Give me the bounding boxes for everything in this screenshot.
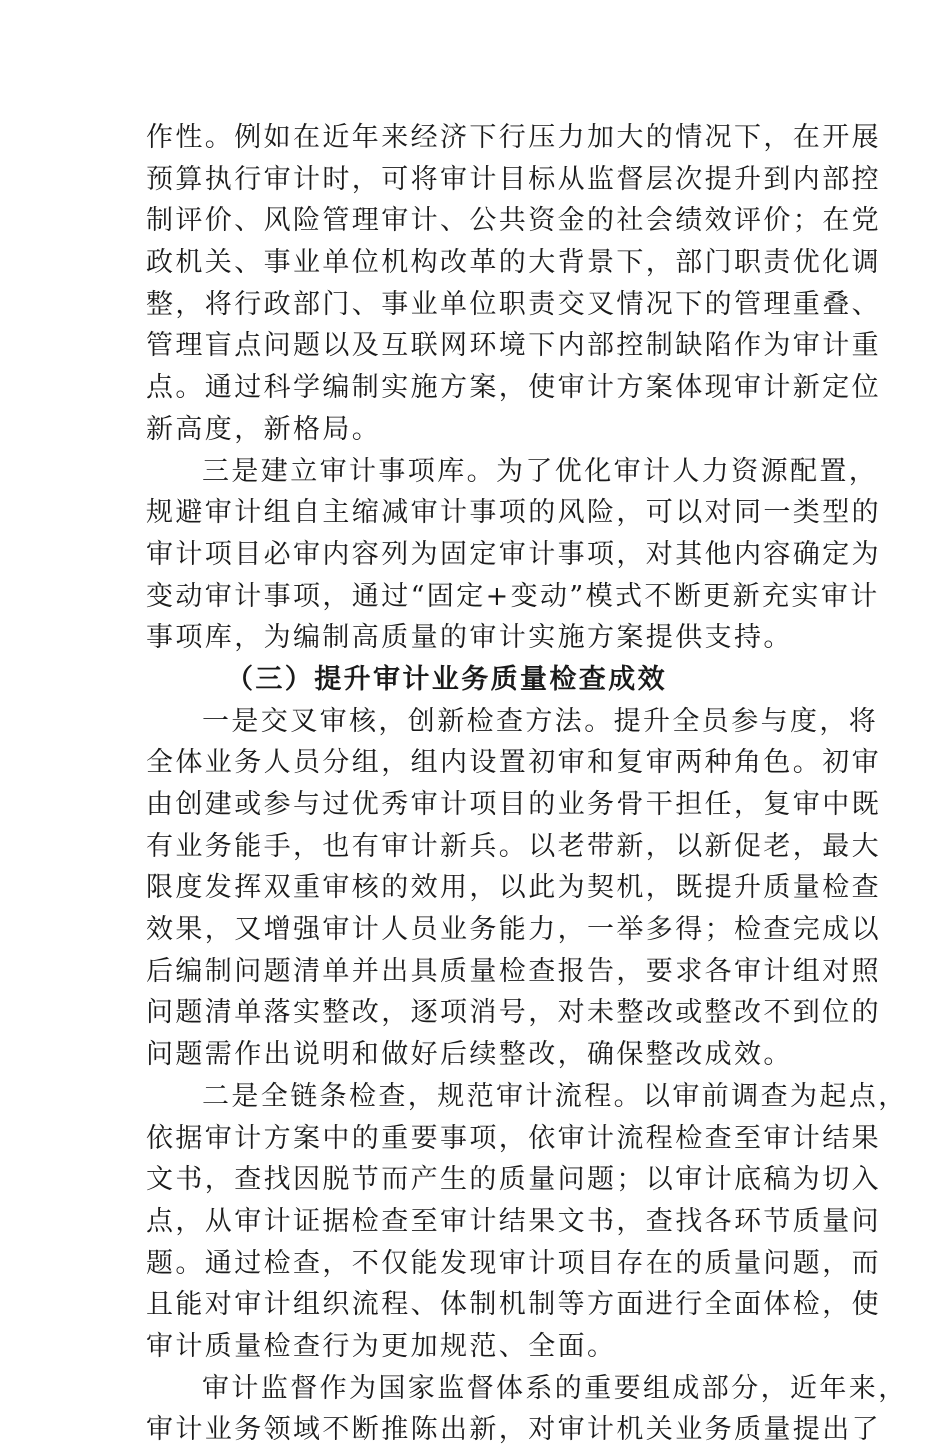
section-heading: （三）提升审计业务质量检查成效 [226, 663, 667, 695]
body-line: 审计业务领域不断推陈出新，对审计机关业务质量提出了 [146, 1414, 881, 1446]
body-line: 问题清单落实整改，逐项消号，对未整改或整改不到位的 [146, 997, 881, 1029]
paragraph-start-line: 三是建立审计事项库。为了优化审计人力资源配置， [202, 455, 879, 487]
body-line: 审计质量检查行为更加规范、全面。 [146, 1330, 617, 1362]
body-line: 全体业务人员分组，组内设置初审和复审两种角色。初审 [146, 747, 881, 779]
body-line: 后编制问题清单并出具质量检查报告，要求各审计组对照 [146, 955, 881, 987]
body-line: 点，从审计证据检查至审计结果文书，查找各环节质量问 [146, 1205, 881, 1237]
paragraph-start-line: 二是全链条检查，规范审计流程。以审前调查为起点， [202, 1080, 908, 1112]
body-line: 规避审计组自主缩减审计事项的风险，可以对同一类型的 [146, 497, 881, 529]
body-line: 变动审计事项，通过“固定+变动”模式不断更新充实审计 [146, 580, 880, 612]
body-line: 且能对审计组织流程、体制机制等方面进行全面体检，使 [146, 1289, 881, 1321]
body-line: 文书，查找因脱节而产生的质量问题；以审计底稿为切入 [146, 1164, 881, 1196]
body-line: 预算执行审计时，可将审计目标从监督层次提升到内部控 [146, 163, 881, 195]
body-line: 由创建或参与过优秀审计项目的业务骨干担任，复审中既 [146, 789, 881, 820]
body-line: 题。通过检查，不仅能发现审计项目存在的质量问题，而 [146, 1247, 881, 1279]
body-line: 政机关、事业单位机构改革的大背景下，部门职责优化调 [146, 247, 881, 279]
body-line: 限度发挥双重审核的效用，以此为契机，既提升质量检查 [146, 872, 881, 904]
body-line: 新高度，新格局。 [146, 413, 382, 445]
body-line: 点。通过科学编制实施方案，使审计方案体现审计新定位 [146, 372, 881, 404]
paragraph-start-line: 审计监督作为国家监督体系的重要组成部分，近年来， [202, 1372, 908, 1404]
body-line: 管理盲点问题以及互联网环境下内部控制缺陷作为审计重 [146, 330, 881, 362]
body-line: 制评价、风险管理审计、公共资金的社会绩效评价；在党 [146, 205, 881, 237]
document-body [146, 117, 908, 1451]
body-line: 作性。例如在近年来经济下行压力加大的情况下，在开展 [146, 122, 881, 153]
paragraph-start-line: 一是交叉审核，创新检查方法。提升全员参与度，将 [202, 705, 879, 737]
body-line: 整，将行政部门、事业单位职责交叉情况下的管理重叠、 [146, 288, 881, 320]
body-line: 审计项目必审内容列为固定审计事项，对其他内容确定为 [146, 538, 881, 570]
body-line: 事项库，为编制高质量的审计实施方案提供支持。 [146, 622, 793, 654]
body-line: 问题需作出说明和做好后续整改，确保整改成效。 [146, 1039, 793, 1071]
body-line: 依据审计方案中的重要事项，依审计流程检查至审计结果 [146, 1122, 881, 1154]
body-line: 效果，又增强审计人员业务能力，一举多得；检查完成以 [146, 914, 881, 946]
body-line: 有业务能手，也有审计新兵。以老带新，以新促老，最大 [146, 830, 881, 862]
